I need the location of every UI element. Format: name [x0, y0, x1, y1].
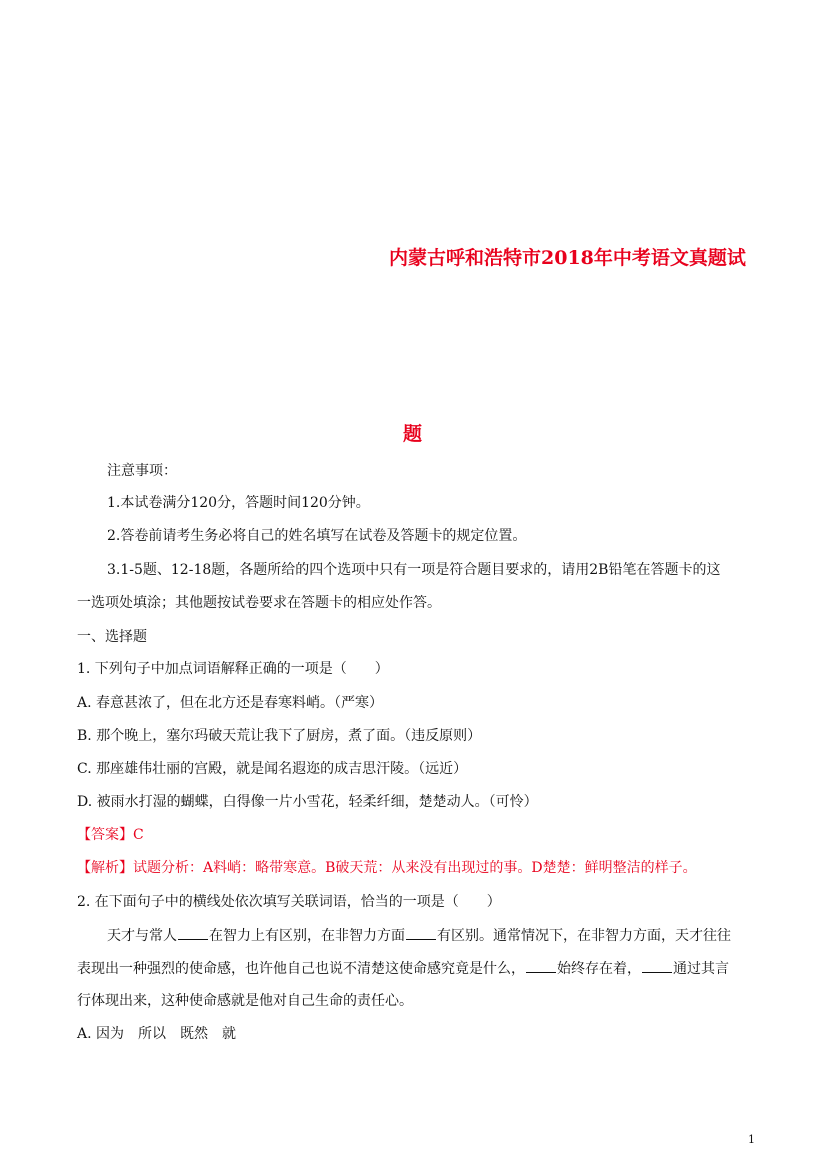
section-heading: 一、选择题: [77, 629, 147, 645]
notice-heading: 注意事项：: [107, 463, 177, 479]
fill-blank: [178, 925, 208, 940]
notice-item-2: 2.答卷前请考生务必将自己的姓名填写在试卷及答题卡的规定位置。: [107, 528, 527, 544]
q1-option-b: B. 那个晚上，塞尔玛破天荒让我下了厨房，煮了面。（违反原则）: [77, 728, 482, 744]
fill-blank: [526, 958, 556, 973]
fill-blank: [642, 958, 672, 973]
document-title-line-2: 题: [403, 423, 423, 445]
q1-stem: 1. 下列句子中加点词语解释正确的一项是（ ）: [77, 661, 389, 677]
q2-passage-line-2: [77, 958, 729, 979]
notice-item-3-cont: 一选项处填涂；其他题按试卷要求在答题卡的相应处作答。: [77, 595, 441, 611]
q2-passage-line-1: [107, 925, 731, 946]
notice-item-1: 1.本试卷满分120分，答题时间120分钟。: [107, 495, 370, 511]
q1-analysis: 【解析】试题分析：A料峭：略带寒意。B破天荒：从来没有出现过的事。D楚楚：鲜明整洁的样子。: [77, 860, 697, 876]
q2-passage-text: 通过其言: [673, 961, 729, 977]
q2-passage-text: 始终存在着，: [557, 961, 641, 977]
q1-option-d: D. 被雨水打湿的蝴蝶，白得像一片小雪花，轻柔纤细，楚楚动人。（可怜）: [77, 794, 538, 810]
q1-answer: 【答案】C: [77, 827, 144, 843]
fill-blank: [406, 925, 436, 940]
q2-passage-text: 有区别。通常情况下，在非智力方面，天才往往: [437, 928, 731, 944]
q1-option-c: C. 那座雄伟壮丽的宫殿，就是闻名遐迩的成吉思汗陵。（远近）: [77, 761, 468, 777]
q2-passage-line-3: 行体现出来，这种使命感就是他对自己生命的责任心。: [77, 993, 413, 1009]
q2-passage-text: 表现出一种强烈的使命感，也许他自己也说不清楚这使命感究竟是什么，: [77, 961, 525, 977]
q2-stem: 2. 在下面句子中的横线处依次填写关联词语，恰当的一项是（ ）: [77, 894, 501, 910]
notice-item-3: 3.1-5题、12-18题，各题所给的四个选项中只有一项是符合题目要求的，请用2B铅笔在答题卡的这: [107, 562, 721, 578]
q2-option-a: A. 因为 所以 既然 就: [77, 1026, 237, 1042]
page-number: 1: [748, 1133, 755, 1146]
document-title-line-1: 内蒙古呼和浩特市2018年中考语文真题试: [389, 247, 746, 269]
q2-passage-text: 在智力上有区别，在非智力方面: [209, 928, 405, 944]
q2-passage-text: 天才与常人: [107, 928, 177, 944]
q1-option-a: A. 春意甚浓了，但在北方还是春寒料峭。（严寒）: [77, 695, 384, 711]
